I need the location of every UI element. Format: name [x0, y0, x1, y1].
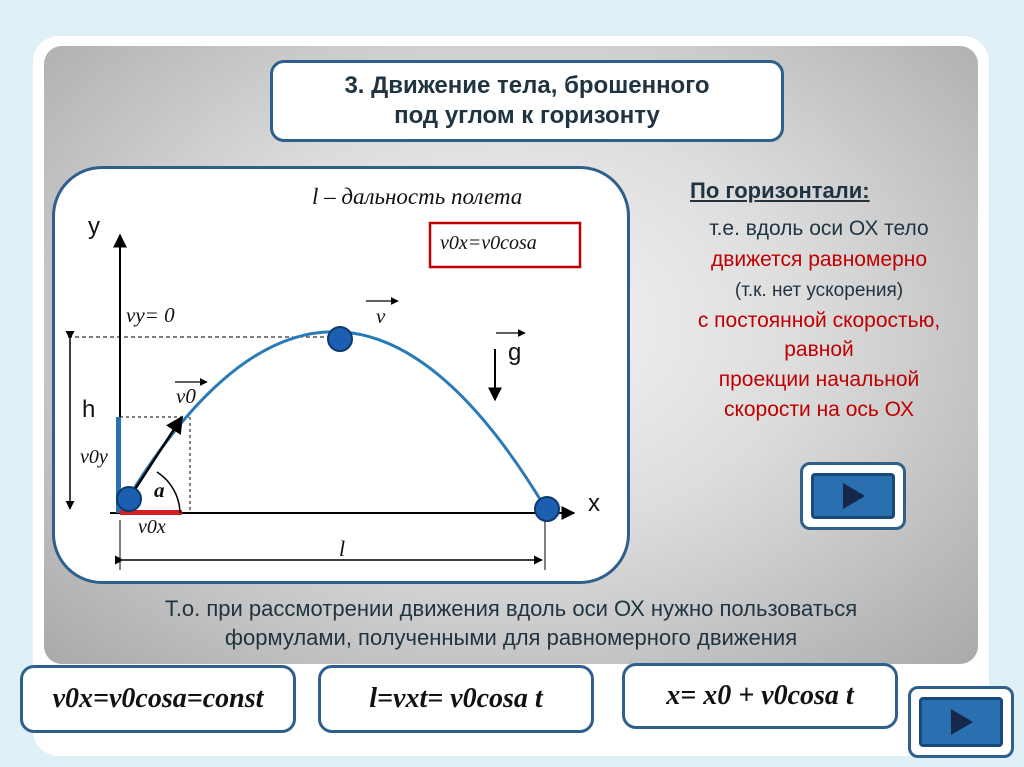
play-icon [843, 483, 865, 509]
right-line-7: скорости на ось ОХ [723, 398, 915, 421]
next-slide-button-2-face [919, 697, 1003, 747]
v-top-label: v [376, 304, 386, 328]
next-slide-button-2[interactable] [908, 686, 1014, 758]
right-line-6: проекции начальной [718, 368, 920, 391]
trajectory-curve [128, 332, 546, 509]
h-label: h [82, 396, 96, 423]
formula-box-1 [20, 665, 296, 733]
formula-3: x= x0 + v0cosa t [666, 680, 854, 711]
v0x-label: v0x [138, 516, 166, 538]
range-caption: l – дальность полета [312, 184, 523, 209]
axis-y-label: y [88, 213, 100, 240]
ball-top [328, 327, 352, 351]
title-line-1: 3. Движение тела, брошенного [344, 72, 710, 99]
formula-2: l=vxt= v0cosa t [369, 683, 543, 714]
next-slide-button[interactable] [800, 462, 906, 530]
ball-start [117, 487, 141, 511]
ball-end [535, 497, 559, 521]
next-slide-button-face [811, 473, 895, 519]
g-label: g [508, 339, 522, 366]
range-label: l [339, 536, 346, 561]
right-line-3: (т.к. нет ускорения) [734, 280, 904, 301]
v0y-label: v0y [80, 446, 108, 468]
right-line-5: равной [784, 338, 854, 361]
right-line-4: с постоянной скоростью, [697, 309, 941, 332]
play-icon [951, 709, 973, 735]
horizontal-heading: По горизонтали: [690, 178, 870, 203]
formula-1: v0x=v0cosa=const [52, 683, 264, 714]
title-line-2: под углом к горизонту [394, 102, 660, 129]
vx-formula: v0x=v0cosa [440, 232, 537, 254]
vy-zero-label: vy= 0 [126, 303, 175, 327]
conclusion-line-2: формулами, полученными для равномерного движения [224, 625, 798, 650]
formula-box-2 [318, 665, 594, 733]
angle-label: a [154, 478, 165, 502]
conclusion-text [44, 594, 978, 652]
right-line-1: т.е. вдоль оси ОХ тело [709, 217, 929, 240]
right-line-2: движется равномерно [710, 248, 928, 271]
v0-label: v0 [176, 384, 196, 408]
conclusion-line-1: Т.о. при рассмотрении движения вдоль оси ОХ нужно пользоваться [164, 596, 858, 621]
axis-x-label: x [588, 490, 600, 517]
formula-box-3 [622, 663, 898, 729]
